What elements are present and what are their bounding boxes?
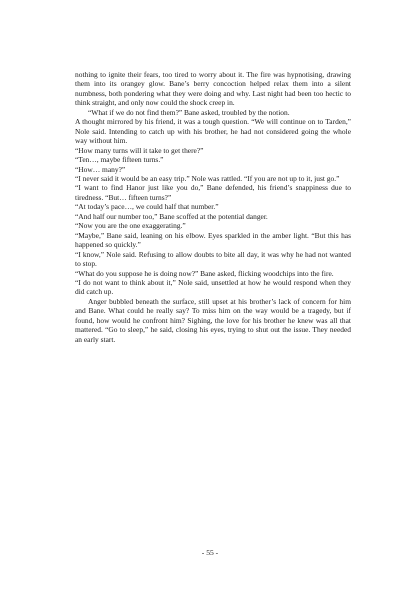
paragraph: “I know,” Nole said. Refusing to allow doubts to bite all day, it was why he had not wanted to stop.: [75, 249, 351, 269]
paragraph: Anger bubbled beneath the surface, still upset at his brother’s lack of concern for him and Bane. What could he really say? To miss him on the way would be a tragedy, but if found, how would he confront him? Sighing, the love for his brother he knew was all that mattered. “Go to sleep,” he said, closing his eyes, trying to shut out the issue. They needed an early start.: [75, 296, 351, 344]
paragraph: “Ten…, maybe fifteen turns.”: [75, 155, 164, 165]
paragraph: “I do not want to think about it,” Nole said, unsettled at how he would respond when they did catch up.: [75, 277, 351, 297]
paragraph: “What do you suppose he is doing now?” Bane asked, flicking woodchips into the fire.: [75, 268, 334, 278]
paragraph: nothing to ignite their fears, too tired to worry about it. The fire was hypnotising, drawing them into its orangey glow. Bane’s berry concoction helped relax them into a silent numbness, both pondering what they were doing and why. Last night had been too hectic to think straight, and only now could the shock creep in.: [75, 70, 351, 108]
paragraph: A thought mirrored by his friend, it was a tough question. “We will continue on to Tarden,” Nole said. Intending to catch up with his brother, he had not considered going the whole way without him.: [75, 117, 351, 146]
paragraph: “I want to find Hanor just like you do,” Bane defended, his friend’s snappiness due to tiredness. “But… fifteen turns?”: [75, 183, 351, 202]
paragraph: “How many turns will it take to get there?”: [75, 145, 204, 155]
paragraph: “What if we do not find them?” Bane asked, troubled by the notion.: [88, 107, 290, 117]
paragraph: “And half our number too,” Bane scoffed at the potential danger.: [75, 211, 268, 221]
paragraph: “How… many?”: [75, 164, 126, 174]
body-text: [75, 70, 351, 344]
page-number: - 55 -: [201, 548, 219, 557]
paragraph: “Now you are the one exaggerating.”: [75, 221, 186, 231]
paragraph: “At today’s pace…, we could half that number.”: [75, 202, 219, 212]
paragraph: “Maybe,” Bane said, leaning on his elbow. Eyes sparkled in the amber light. “But this has happened so quickly.”: [75, 230, 351, 250]
paragraph: “I never said it would be an easy trip.” Nole was rattled. “If you are not up to it, just go.”: [75, 173, 340, 183]
